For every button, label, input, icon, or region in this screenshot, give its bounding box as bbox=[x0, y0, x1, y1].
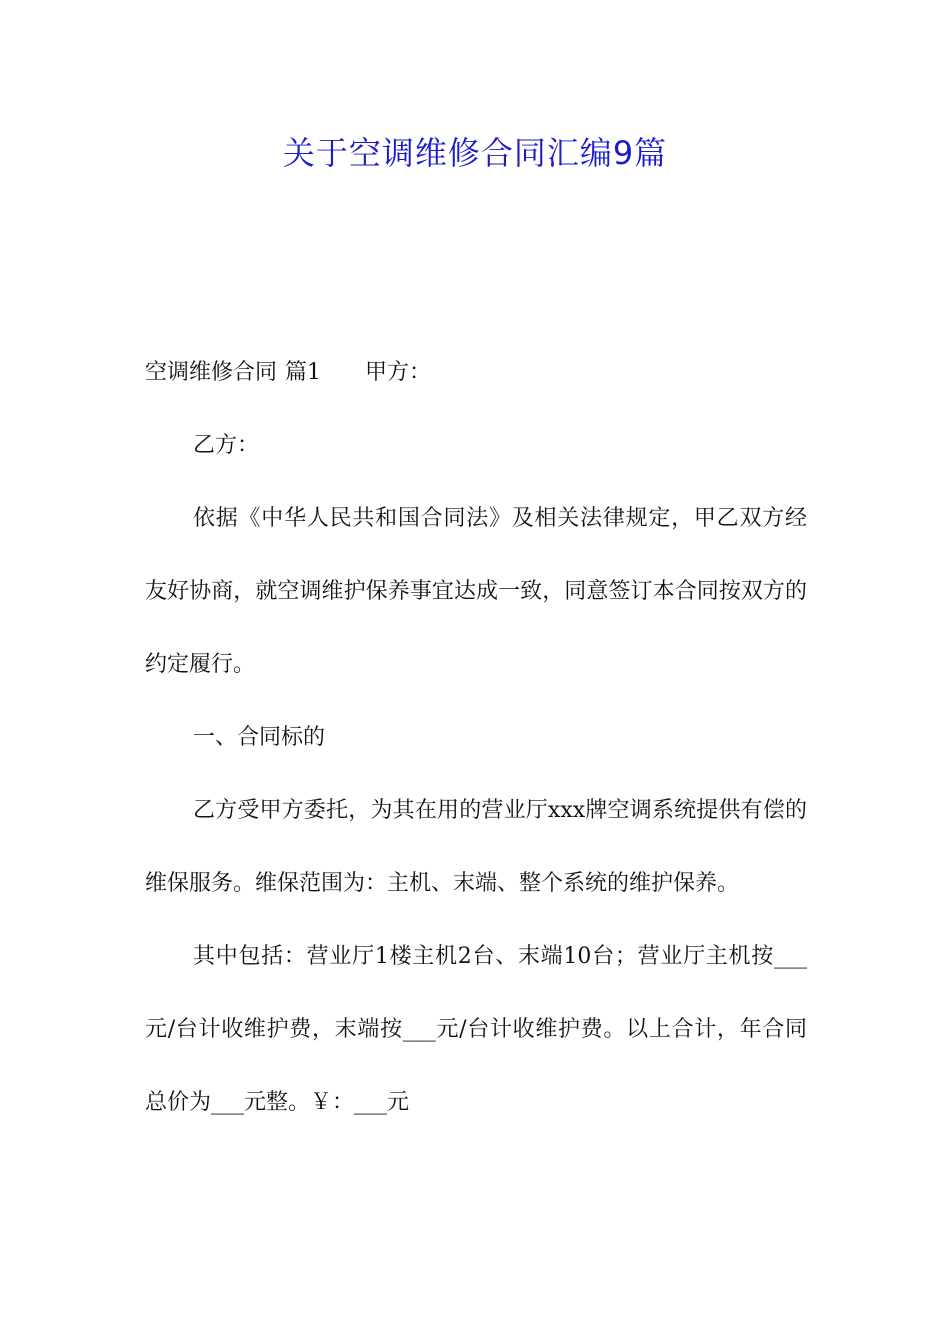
intro-paragraph: 依据《中华人民共和国合同法》及相关法律规定，甲乙双方经友好协商，就空调维护保养事宜达成一致，同意签订本合同按双方的约定履行。 bbox=[145, 506, 807, 677]
section-label: 空调维修合同 bbox=[145, 360, 278, 385]
section-one-body: 乙方受甲方委托，为其在用的营业厅xxx牌空调系统提供有偿的维保服务。维保范围为：主机、末端、整个系统的维护保养。 bbox=[145, 798, 807, 896]
party-b-label: 乙方： bbox=[193, 433, 260, 458]
party-a-label: 甲方： bbox=[365, 360, 432, 385]
heading-line bbox=[145, 336, 807, 409]
document-body bbox=[145, 336, 807, 1139]
section-one-heading: 一、合同标的 bbox=[193, 725, 326, 750]
part-label: 篇1 bbox=[285, 360, 322, 385]
document-title: 关于空调维修合同汇编9篇 bbox=[282, 134, 668, 172]
section-one-pricing: 其中包括：营业厅1楼主机2台、末端10台；营业厅主机按___元/台计收维护费，末端按___元/台计收维护费。以上合计，年合同总价为___元整。￥：___元 bbox=[145, 944, 807, 1115]
